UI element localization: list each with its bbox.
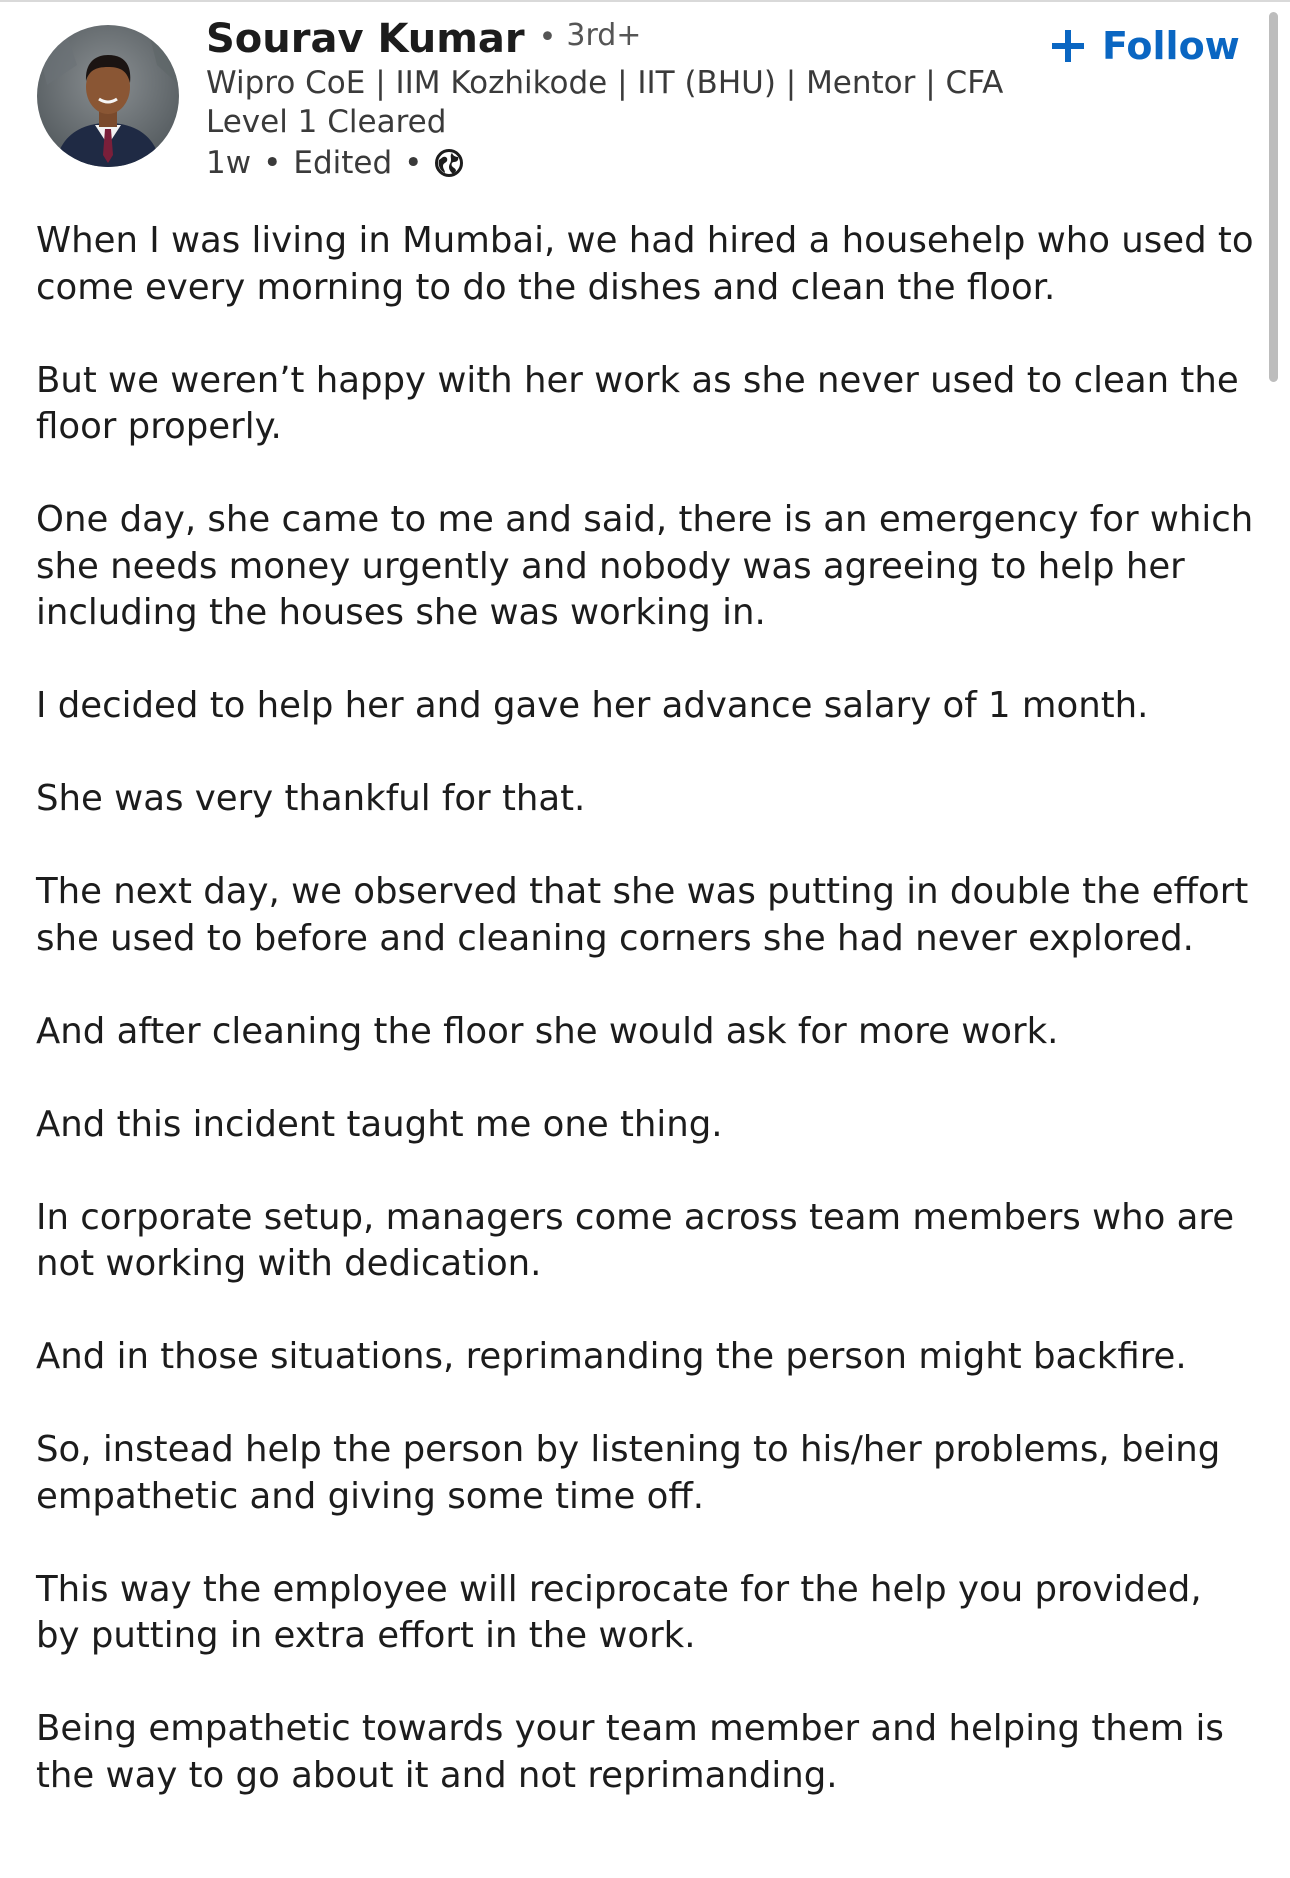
post-meta — [206, 143, 464, 183]
follow-label: Follow — [1102, 24, 1240, 68]
post-paragraph: And in those situations, reprimanding the person might backfire. — [36, 1336, 1187, 1377]
post-paragraph: I decided to help her and gave her advance salary of 1 month. — [36, 685, 1149, 726]
scrollbar[interactable] — [1269, 12, 1278, 382]
post-paragraph: And this incident taught me one thing. — [36, 1103, 723, 1145]
avatar[interactable] — [37, 25, 179, 167]
post-time: 1w — [206, 145, 252, 181]
post-paragraph: One day, she came to me and said, there is an emergency for which she needs money urgently and nobody was agreeing to help her including the houses she was working in. — [36, 499, 1254, 633]
post-paragraph: When I was living in Mumbai, we had hired a househelp who used to come every morning to do the dishes and clean the floor. — [36, 220, 1254, 308]
globe-icon — [434, 148, 464, 178]
post-paragraph: But we weren’t happy with her work as she never used to clean the floor properly. — [36, 359, 1239, 447]
separator-dot: • — [538, 19, 557, 55]
post-paragraph: So, instead help the person by listening to his/her problems, being empathetic and giving some time off. — [36, 1429, 1221, 1517]
author-name[interactable]: Sourav Kumar — [206, 16, 525, 62]
connection-degree: 3rd+ — [566, 17, 642, 53]
post-body — [36, 218, 1256, 1799]
edited-label: Edited — [293, 145, 393, 181]
post-paragraph: And after cleaning the floor she would ask for more work. — [36, 1010, 1059, 1052]
post-paragraph: This way the employee will reciprocate for the help you provided, by putting in extra effort in the work. — [36, 1568, 1202, 1656]
author-headline: Wipro CoE | IIM Kozhikode | IIT (BHU) | Mentor | CFA Level 1 Cleared — [206, 65, 1004, 140]
follow-button[interactable] — [1048, 18, 1240, 74]
post-paragraph: Being empathetic towards your team member and helping them is the way to go about it and not reprimanding. — [36, 1708, 1224, 1796]
post-paragraph: The next day, we observed that she was putting in double the effort she used to before and cleaning corners she had never explored. — [36, 871, 1249, 959]
profile-photo — [37, 25, 179, 167]
plus-icon — [1048, 26, 1088, 66]
post-paragraph: She was very thankful for that. — [36, 778, 586, 819]
top-divider — [0, 0, 1290, 2]
separator-dot: • — [404, 145, 423, 181]
separator-dot: • — [263, 145, 282, 181]
post-paragraph: In corporate setup, managers come across team members who are not working with dedication. — [36, 1196, 1235, 1284]
author-row — [206, 12, 641, 66]
